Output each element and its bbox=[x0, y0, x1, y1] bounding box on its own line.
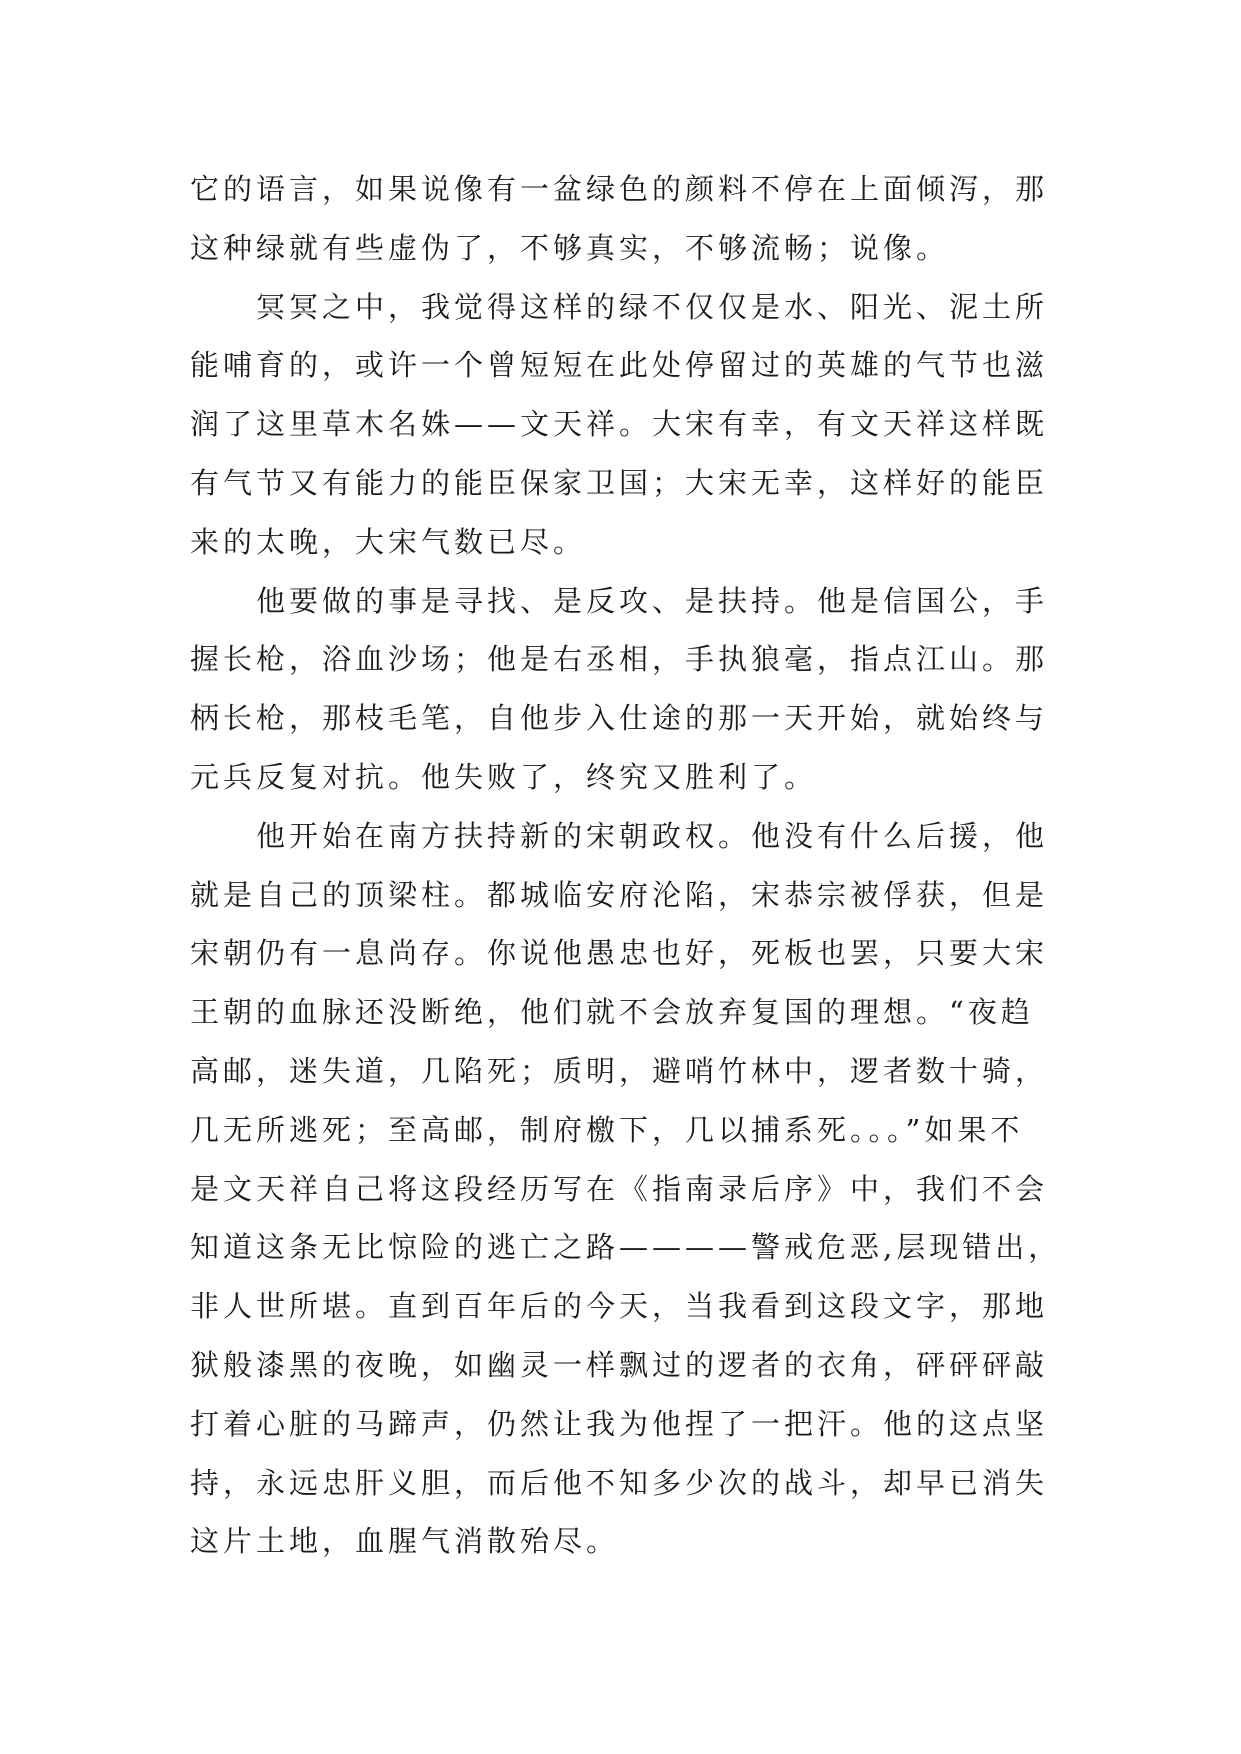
text-line: 来的太晚，大宋气数已尽。 bbox=[190, 524, 587, 559]
paragraph-2 bbox=[190, 278, 1060, 572]
text-line: 知道这条无比惊险的逃亡之路————警戒危恶,层现错出， bbox=[190, 1230, 1062, 1265]
text-line: 非人世所堪。直到百年后的今天，当我看到这段文字，那地 bbox=[190, 1289, 1049, 1324]
text-line-indented: 冥冥之中，我觉得这样的绿不仅仅是水、阳光、泥土所 bbox=[256, 289, 1049, 324]
paragraph-4 bbox=[190, 807, 1060, 1571]
text-line: 有气节又有能力的能臣保家卫国；大宋无幸，这样好的能臣 bbox=[190, 465, 1049, 500]
text-line-indented: 他开始在南方扶持新的宋朝政权。他没有什么后援，他 bbox=[256, 818, 1049, 853]
text-line: 宋朝仍有一息尚存。你说他愚忠也好，死板也罢，只要大宋 bbox=[190, 936, 1049, 971]
text-line: 润了这里草木名姝——文天祥。大宋有幸，有文天祥这样既 bbox=[190, 407, 1049, 442]
text-line: 这种绿就有些虚伪了，不够真实，不够流畅；说像。 bbox=[190, 230, 950, 265]
text-line: 握长枪，浴血沙场；他是右丞相，手执狼毫，指点江山。那 bbox=[190, 642, 1049, 677]
text-line-indented: 他要做的事是寻找、是反攻、是扶持。他是信国公，手 bbox=[256, 583, 1049, 618]
text-line: 持，永远忠肝义胆，而后他不知多少次的战斗，却早已消失 bbox=[190, 1465, 1049, 1500]
text-line: 是文天祥自己将这段经历写在《指南录后序》中，我们不会 bbox=[190, 1171, 1049, 1206]
text-line: 柄长枪，那枝毛笔，自他步入仕途的那一天开始，就始终与 bbox=[190, 701, 1049, 736]
text-line: 狱般漆黑的夜晚，如幽灵一样飘过的逻者的衣角，砰砰砰敲 bbox=[190, 1347, 1049, 1382]
text-line: 元兵反复对抗。他失败了，终究又胜利了。 bbox=[190, 759, 818, 794]
body-text bbox=[190, 160, 1060, 1571]
text-line: 就是自己的顶梁柱。都城临安府沦陷，宋恭宗被俘获，但是 bbox=[190, 877, 1049, 912]
text-line: 王朝的血脉还没断绝，他们就不会放弃复国的理想。“夜趋 bbox=[190, 995, 1034, 1030]
text-line: 这片土地，血腥气消散殆尽。 bbox=[190, 1524, 620, 1559]
text-line: 高邮，迷失道，几陷死；质明，避哨竹林中，逻者数十骑， bbox=[190, 1053, 1049, 1088]
text-line: 它的语言，如果说像有一盆绿色的颜料不停在上面倾泻，那 bbox=[190, 172, 1049, 206]
text-line: 打着心脏的马蹄声，仍然让我为他捏了一把汗。他的这点坚 bbox=[190, 1406, 1049, 1441]
paragraph-1 bbox=[190, 160, 1060, 278]
paragraph-3 bbox=[190, 572, 1060, 807]
text-line: 能哺育的，或许一个曾短短在此处停留过的英雄的气节也滋 bbox=[190, 348, 1049, 383]
text-line: 几无所逃死；至高邮，制府檄下，几以捕系死。。。”如果不 bbox=[190, 1112, 1024, 1147]
